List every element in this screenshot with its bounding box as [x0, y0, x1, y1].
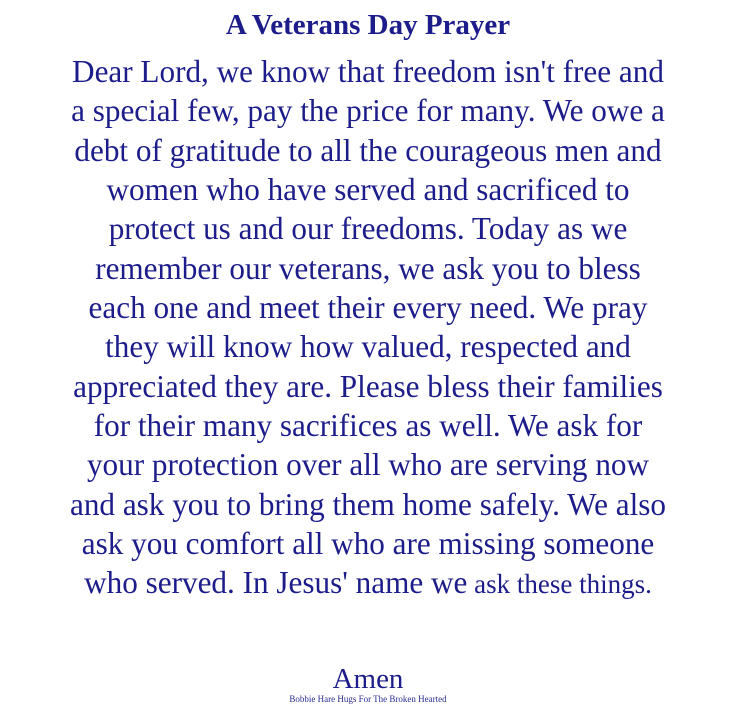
prayer-line: women who have served and sacrificed to	[106, 172, 630, 208]
prayer-line: ask you comfort all who are missing someone	[81, 526, 655, 562]
prayer-line: each one and meet their every need. We pray	[88, 290, 648, 326]
closing-amen: Amen	[332, 663, 404, 695]
prayer-title: A Veterans Day Prayer	[225, 9, 511, 41]
prayer-line: protect us and our freedoms. Today as we	[108, 211, 628, 247]
prayer-line: your protection over all who are serving now	[86, 447, 650, 483]
prayer-line: debt of gratitude to all the courageous men and	[74, 132, 662, 168]
prayer-body	[0, 52, 736, 605]
prayer-line: remember our veterans, we ask you to bless	[95, 250, 641, 286]
prayer-line: for their many sacrifices as well. We ask for	[93, 408, 643, 444]
prayer-line: Dear Lord, we know that freedom isn't free and	[72, 54, 664, 89]
prayer-last-line-main: who served. In Jesus' name we	[84, 565, 468, 601]
prayer-line: appreciated they are. Please bless their families	[73, 368, 663, 404]
prayer-last-line-small: ask these things.	[467, 569, 652, 600]
prayer-line: they will know how valued, respected and	[105, 329, 631, 365]
prayer-line: and ask you to bring them home safely. We also	[70, 486, 666, 522]
prayer-last-line	[0, 563, 736, 604]
prayer-line: a special few, pay the price for many. We owe a	[71, 93, 665, 129]
footer-credit: Bobbie Hare Hugs For The Broken Hearted	[289, 694, 447, 704]
